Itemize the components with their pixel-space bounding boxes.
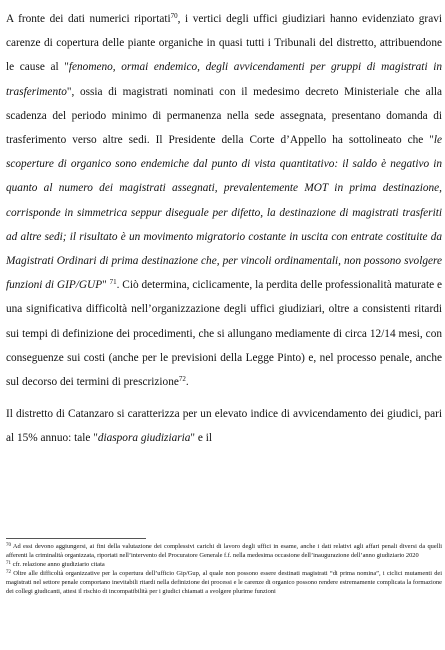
footnote-number: 71 (6, 560, 11, 566)
footnote-70 (6, 543, 442, 561)
text-run: " (102, 279, 110, 292)
footnote-ref: 70 (170, 12, 178, 20)
footnote-number: 70 (6, 543, 11, 548)
footnotes (6, 543, 442, 596)
paragraph-1 (6, 7, 442, 394)
text-run: , i vertici degli uffici giudiziari hanno evidenziato gravi carenze di copertura delle piante organiche in quasi tutti i Tribunali del distretto, attribuendone le cause al " (6, 13, 442, 74)
footnote-ref: 72 (178, 375, 186, 384)
footnote-text: Ad essi devono aggiungersi, ai fini della valutazione dei complessivi carichi di lavoro degli uffici in esame, anche i dati relativi agli affari penali diversi da quelli afferenti la criminalità organizzata, riportati nell’intervento del Procuratore Generale f.f. nella medesima occasione dell’inaugurazione dell’anno giudiziario 2020 (6, 543, 442, 559)
footnote-text: Oltre alle difficoltà organizzative per la copertura dell’ufficio Gip/Gup, al quale non possono essere destinati magistrati “di prima nomina”, i ciclici mutamenti dei magistrati nel settore penale comportano inevitabili ritardi nella definizione dei processi e le carenze di organico possono rendere estremamente complicata la formazione dei collegi giudicanti, attesi il rischio di incompatibilità per i giudici chiamati a svolgere plurime funzioni (6, 569, 442, 595)
quoted-text: diaspora giudiziaria (97, 432, 191, 445)
text-run: Il distretto di Catanzaro si caratterizza per un elevato indice di avvicendamento dei giudici, pari al 15% annuo: tale " (6, 408, 442, 445)
quoted-text: fenomeno, ormai endemico, degli avvicendamenti per gruppi di magistrati in trasferimento (6, 61, 442, 98)
text-run: . Ciò determina, ciclicamente, la perdita delle professionalità maturate e una significativa difficoltà nell’organizzazione degli uffici giudiziari, oltre a consistenti ritardi sui tempi di definizione dei procedimenti, che si allungano mediamente di circa 12/14 mesi, con conseguenze sui costi (anche per le previsioni della Legge Pinto) e, nel processo penale, anche sul decorso dei termini di prescrizione (6, 279, 442, 389)
footnote-72 (6, 570, 442, 597)
body-text (6, 7, 442, 451)
footnote-text: cfr. relazione anno giudiziario citata (11, 560, 105, 568)
footnote-number: 72 (6, 569, 11, 575)
text-run: A fronte dei dati numerici riportati (6, 13, 171, 25)
text-run: " e il (190, 432, 212, 445)
text-run: . (185, 376, 189, 389)
footnote-71 (6, 561, 442, 570)
quoted-text: le scoperture di organico sono endemiche dal punto di vista quantitativo: il saldo è negativo in quanto al numero dei magistrati assegnati, prevalentemente MOT in prima destinazione, corrisponde in simmetrica seppur diseguale per difetto, la destinazione di magistrati trasferiti ad altre sedi; il risultato è un movimento migratorio costante in uscita con entrate costituite da Magistrati Ordinari di prima destinazione che, per vincoli ordinamentali, non possono svolgere funzioni di GIP/GUP (6, 134, 442, 292)
footnote-separator (6, 538, 146, 539)
footnote-ref: 71 (109, 278, 117, 287)
text-run: ", ossia di magistrati nominati con il medesimo decreto Ministeriale che alla scadenza del periodo minimo di permanenza nella sede assegnata, presentano domanda di trasferimento verso altre sedi. Il Presidente della Corte d’Appello ha sottolineato che " (6, 85, 442, 147)
paragraph-2 (6, 402, 442, 450)
